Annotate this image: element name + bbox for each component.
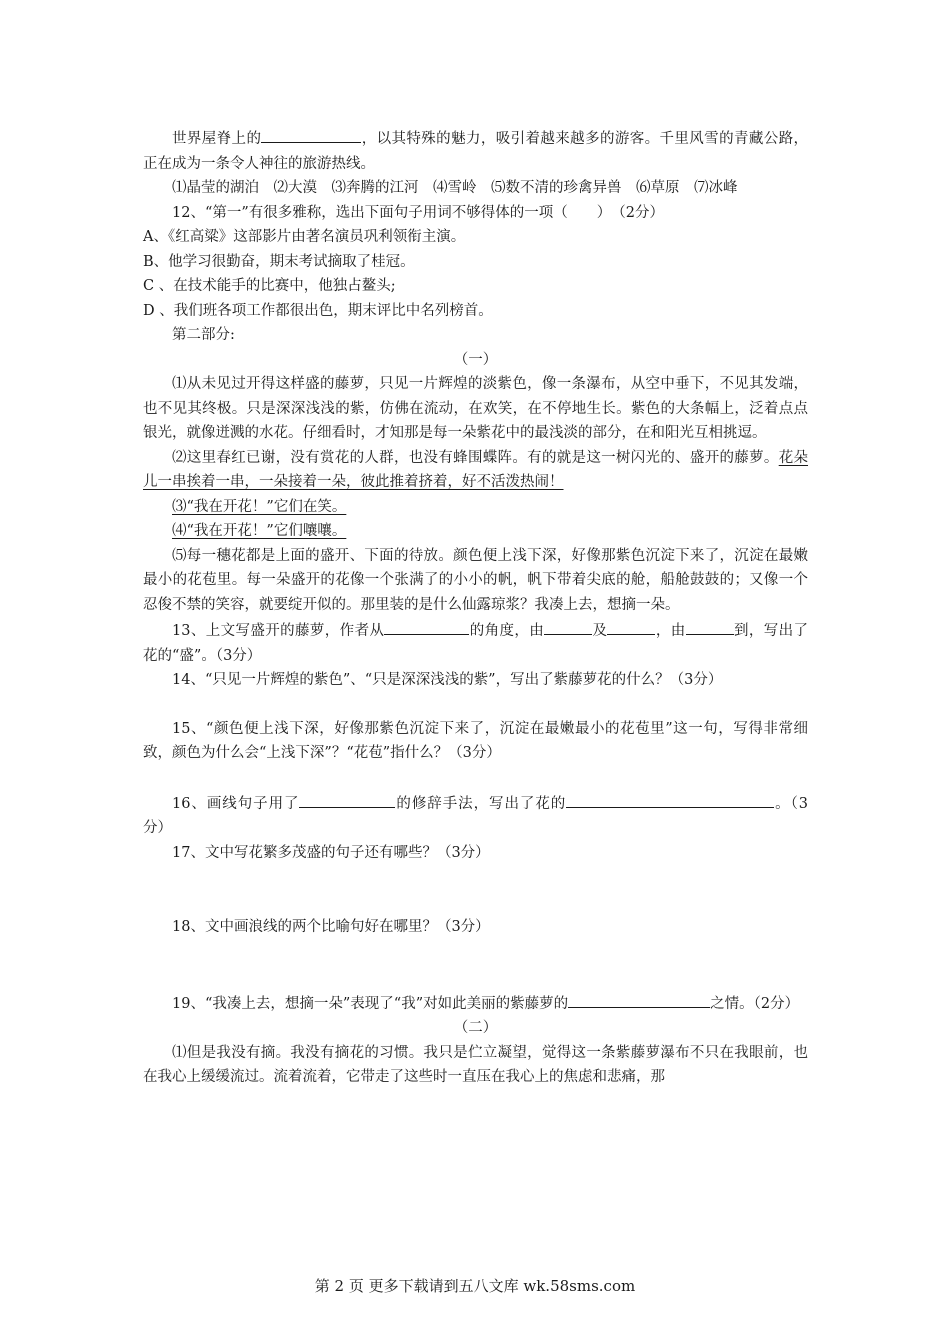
question-18: 18、文中画浪线的两个比喻句好在哪里？（3分） [172,919,490,935]
question-15: 15、“颜色便上浅下深，好像那紫色沉淀下来了，沉淀在最嫩最小的花苞里”这一句，写得非常细致，颜色为什么会“上浅下深”？“花苞”指什么？（3分） [143,720,808,761]
q16-text-b: 的修辞手法，写出了花的 [395,795,567,812]
answer-blank [568,990,710,1008]
options-line: ⑴晶莹的湖泊 ⑵大漠 ⑶奔腾的江河 ⑷雪岭 ⑸数不清的珍禽异兽 ⑹草原 ⑺冰峰 [172,180,738,196]
answer-blank [686,617,734,635]
intro-paragraph [143,125,808,176]
q16-text-c: 。（3分） [143,795,808,836]
underlined-sentence: 花朵儿一串挨着一串，一朵接着一朵，彼此推着挤着，好不活泼热闹！ [143,449,809,490]
question-14: 14、“只见一片辉煌的紫色”、“只是深深浅浅的紫”，写出了紫藤萝花的什么？（3分） [172,672,723,688]
q13-text-c: 及 [592,623,608,639]
q13-text-e: 到 [733,623,749,639]
option-a: A、《红高粱》这部影片由著名演员巩利领衔主演。 [143,229,466,245]
q19-text-b: 之情。（2分） [710,995,800,1012]
passage-paragraph-2-text: ⑵这里春红已谢，没有赏花的人群，也没有蜂围蝶阵。有的就是这一树闪光的、盛开的藤萝。 [172,449,779,466]
answer-space [143,940,808,990]
option-d: D 、我们班各项工作都很出色，期末评比中名列榜首。 [143,302,493,319]
passage-paragraph-1: ⑴从未见过开得这样盛的藤萝，只见一片辉煌的淡紫色，像一条瀑布，从空中垂下，不见其发端，也不见其终极。只是深深浅浅的紫，仿佛在流动，在欢笑，在不停地生长。紫色的大条幅上，泛着点点银光，就像迸溅的水花。仔细看时，才知那是每一朵紫花中的最浅淡的部分，在和阳光互相挑逗。 [143,376,808,441]
page-footer: 第 2 页 更多下载请到五八文库 wk.58sms.com [314,1277,636,1295]
answer-blank [299,790,395,808]
answer-blank [384,617,469,635]
part-two-heading: 第二部分: [172,327,235,343]
answer-space [143,766,808,790]
passage-paragraph-2 [143,446,808,495]
wavy-underlined-sentence-2: ⑷“我在开花！”它们嚷嚷。 [172,523,347,539]
question-16 [143,790,808,841]
passage-two-paragraph-1: ⑴但是我没有摘。我没有摘花的习惯。我只是伫立凝望，觉得这一条紫藤萝瀑布不只在我眼前，也在我心上缓缓流过。流着流着，它带走了这些时一直压在我心上的焦虑和悲痛，那 [143,1044,808,1085]
question-17: 17、文中写花繁多茂盛的句子还有哪些？（3分） [172,844,490,861]
intro-text-a: 世界屋脊上的 [172,131,262,147]
q13-text-b: 的角度，由 [469,623,545,639]
wavy-underlined-sentence-1: ⑶“我在开花！”它们在笑。 [172,498,347,515]
answer-space [143,693,808,717]
passage-paragraph-4 [143,519,808,544]
q13-text-a: 13、上文写盛开的藤萝，作者从 [172,623,385,639]
question-13 [143,617,808,668]
q19-text-a: 19、“我凑上去，想摘一朵”表现了“我”对如此美丽的紫藤萝的 [172,995,569,1012]
question-19 [143,990,808,1017]
q13-text-d: ，由 [655,623,686,639]
section-one-title: （一） [453,351,498,368]
intro-text-b: ，以其特殊的魅力，吸引着越来越多的游客。千里风雪的青藏公路，正在成为一条令人神往的旅游热线。 [143,131,809,172]
option-b: B、他学习很勤奋，期末考试摘取了桂冠。 [143,253,415,270]
section-two-title: （二） [453,1020,498,1036]
answer-blank [261,125,361,143]
passage-paragraph-5: ⑸每一穗花都是上面的盛开、下面的待放。颜色便上浅下深，好像那紫色沉淀下来了，沉淀在最嫩最小的花苞里。每一朵盛开的花像一个张满了的小小的帆，帆下带着尖底的舱，船舱鼓鼓的；又像一个忍俊不禁的笑容，就要绽开似的。那里装的是什么仙露琼浆？我凑上去，想摘一朵。 [143,547,808,613]
document-body [143,125,808,1090]
q16-text-a: 16、画线句子用了 [172,795,300,812]
answer-space [143,865,808,915]
question-12: 12、“第一”有很多雅称，选出下面句子用词不够得体的一项（ ） （2分） [172,204,664,221]
option-c: C 、在技术能手的比赛中，他独占鳌头; [143,278,396,294]
answer-blank [544,617,592,635]
passage-paragraph-3 [143,495,808,520]
q13-text-f: ，写出了花的“盛”。（3分） [143,623,809,664]
answer-blank [607,617,655,635]
answer-blank [566,790,774,808]
